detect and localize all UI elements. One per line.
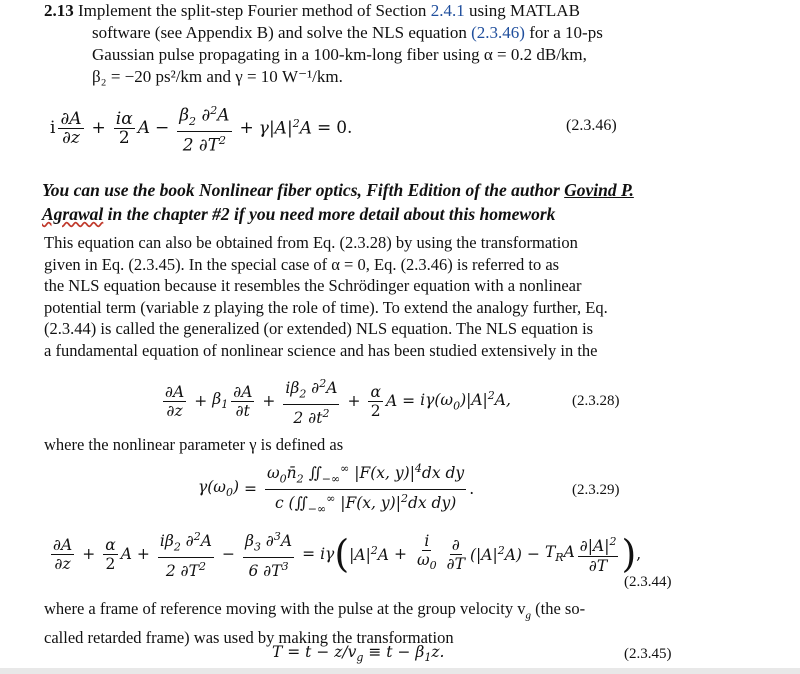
homework-note	[42, 178, 782, 226]
page-bottom-bar	[0, 668, 800, 674]
equation-2-3-46: i $\frac{\partial A}{\partial z}$ + $\frac{i\alpha}{2}$ A − $\frac{\beta_2 \partial^2A}{2 \partial T^2}$ + $\gamma|A|^2A$ = 0.	[50, 103, 353, 156]
equation-link[interactable]: (2.3.46)	[471, 23, 525, 42]
equation-2-3-28: $\frac{\partial A}{\partial z}$ + $\beta_1$ $\frac{\partial A}{\partial t}$ + $\frac{i\beta_2 \partial^2A}{2 \partial t^2}$ + $\frac{\alpha}{2}$ A = $i\gamma(\omega_0)|A|^2A$,	[165, 377, 511, 427]
problem-line-2	[44, 22, 764, 44]
body-line: This equation can also be obtained from Eq. (2.3.28) by using the transformation	[44, 233, 578, 252]
note-text-1a: You can use the book Nonlinear fiber optics, Fifth Edition of the author	[42, 180, 560, 200]
frame-paragraph	[44, 598, 744, 648]
frame-line-2: called retarded frame) was used by making the transformation	[44, 627, 454, 647]
body-line: (2.3.44) is called the generalized (or extended) NLS equation. The NLS equation is	[44, 319, 594, 338]
problem-text-2b: for a 10-ps	[529, 23, 603, 42]
note-line-2	[42, 202, 782, 226]
problem-line-3: Gaussian pulse propagating in a 100-km-long fiber using α = 0.2 dB/km,	[92, 45, 587, 64]
body-line: the NLS equation because it resembles the Schrödinger equation with a nonlinear	[44, 276, 582, 295]
note-text-2b: in the chapter #2 if you need more detail about this homework	[107, 204, 556, 224]
equation-number-2-3-44: (2.3.44)	[624, 574, 672, 590]
note-line-1	[42, 178, 782, 202]
problem-number: 2.13	[44, 1, 74, 20]
body-paragraph	[44, 232, 644, 361]
body-line: given in Eq. (2.3.45). In the special case of α = 0, Eq. (2.3.46) is referred to as	[44, 254, 560, 274]
frame-text-1: where a frame of reference moving with the pulse at the group velocity v	[44, 599, 526, 618]
equation-number-2-3-29: (2.3.29)	[572, 482, 620, 498]
note-author-first: Govind P.	[564, 180, 634, 200]
problem-text-2a: software (see Appendix B) and solve the NLS equation	[92, 23, 467, 42]
equation-number-2-3-45: (2.3.45)	[624, 646, 672, 662]
note-author-last: Agrawal	[42, 204, 104, 224]
problem-block	[44, 0, 764, 88]
problem-text-1: Implement the split-step Fourier method of Section	[78, 1, 427, 20]
equation-2-3-29: $\gamma(\omega_0)$ = $\frac{\omega_0n̄_2 ∬_{-\infty}^\infty |F(x, y)|^4dx dy}{c (∬_{-\infty}^\infty |F(x, y)|^2dx dy)}$ .	[198, 462, 475, 515]
problem-line-4: β₂ = −20 ps²/km and γ = 10 W⁻¹/km.	[92, 67, 343, 86]
frame-text-1-end: (the so-	[535, 599, 586, 618]
problem-text-1-end: using MATLAB	[468, 1, 580, 20]
equation-number-2-3-28: (2.3.28)	[572, 393, 620, 409]
section-link[interactable]: 2.4.1	[430, 1, 465, 20]
equation-number-2-3-46: (2.3.46)	[566, 117, 617, 134]
frame-text-sub: g	[525, 609, 532, 622]
frame-line-1	[44, 598, 744, 627]
equation-2-3-44: $\frac{\partial A}{\partial z}$ + $\frac{\alpha}{2}$ A + $\frac{i\beta_2 \partial^2A}{2 \partial T^2}$ − $\frac{\beta_3 \partial^3A}{6 \partial T^3}$ = iγ ( $|A|^2A$ + $\frac{i}{\omega_0}$ $\frac{\partial}{\partial T}$ $(|A|^2A)$ − $T_RA$ $\frac{\partial|A|^2}{\partial T}$ ) ,	[53, 530, 642, 580]
body-line: a fundamental equation of nonlinear science and has been studied extensively in the	[44, 340, 598, 360]
body-line: potential term (variable z playing the role of time). To extend the analogy further, Eq.	[44, 297, 608, 317]
gamma-definition-text: where the nonlinear parameter γ is defined as	[44, 435, 344, 454]
equation-2-3-45: $T = t - z/v_g \equiv t - \beta_1z$.	[272, 643, 445, 665]
problem-line-1	[44, 0, 764, 22]
